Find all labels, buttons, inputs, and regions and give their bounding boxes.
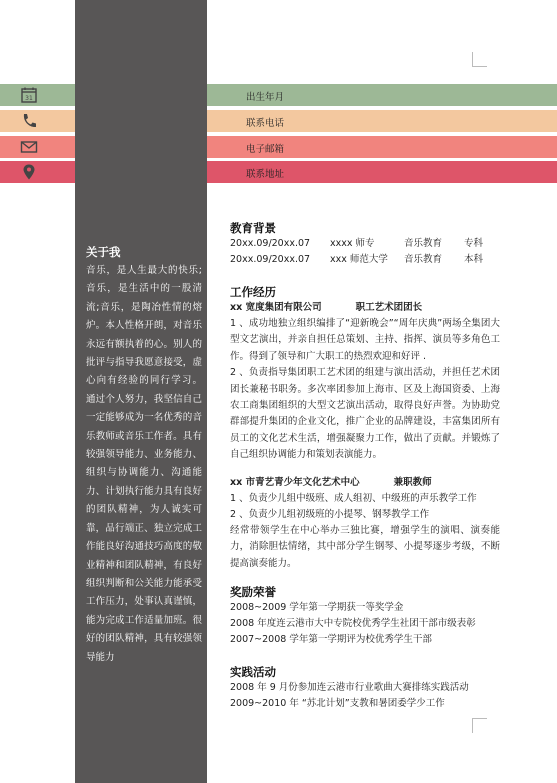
about-me-title: 关于我 bbox=[86, 245, 121, 259]
practice-item: 2009~2010 年 “苏北计划”支教和暑团委学少工作 bbox=[230, 698, 445, 709]
practice-item: 2008 年 9 月份参加连云港市行业歌曲大赛排练实践活动 bbox=[230, 682, 469, 693]
education-period: 20xx.09/20xx.07 bbox=[230, 238, 311, 249]
job-company: xx 市青艺青少年文化艺术中心 bbox=[230, 477, 360, 488]
job-item: 1 、负责少儿组中级班、成人组初、中级班的声乐教学工作 bbox=[230, 493, 477, 504]
job-role: 兼职教师 bbox=[393, 477, 432, 488]
award-item: 2008~2009 学年第一学期获一等奖学金 bbox=[230, 602, 404, 613]
award-item: 2008 年度连云港市大中专院校优秀学生社团干部市级表彰 bbox=[230, 618, 476, 629]
work-section bbox=[230, 284, 500, 464]
practice-section bbox=[230, 664, 500, 712]
job-item: 2 、负责少儿组初级班的小提琴、钢琴教学工作 bbox=[230, 509, 430, 520]
education-degree: 本科 bbox=[464, 254, 484, 265]
birth-date-label: 出生年月 bbox=[246, 92, 285, 103]
corner-mark-bottom bbox=[472, 718, 487, 733]
about-me-text: 音乐，是人生最大的快乐;音乐，是生活中的一股清流;音乐，是陶冶性情的熔炉。本人性格开朗，对音乐永远有额执着的心。别人的批评与指导我愿意接受，虚心向有经验的同行学习。 通过个人努力，我坚信自己一定能够成为一名优秀的音乐教师或音乐工作者。具有较强领导能力、业务能力、组织与协调能力、沟通能力、计划执行能力具有良好的团队精神，为人诚实可靠，品行端正、独立完成工作能良好沟通技巧高度的敬业精神和团队精神，有良好组织判断和公关能力能承受工作压力，处事认真谨慎，能为完成工作适量加班。很好的团队精神，具有较强领导能力 bbox=[86, 265, 202, 663]
email-label: 电子邮箱 bbox=[246, 144, 285, 155]
mail-icon bbox=[20, 139, 38, 155]
education-school: xxxx 师专 bbox=[330, 238, 375, 249]
calendar-icon bbox=[20, 87, 38, 103]
education-title: 教育背景 bbox=[230, 221, 276, 235]
awards-section bbox=[230, 584, 500, 648]
job-company: xx 宽度集团有限公司 bbox=[230, 302, 322, 313]
education-major: 音乐教育 bbox=[404, 238, 443, 249]
corner-mark-top bbox=[472, 52, 487, 67]
education-degree: 专科 bbox=[464, 238, 484, 249]
work-title: 工作经历 bbox=[230, 285, 276, 299]
awards-title: 奖励荣誉 bbox=[230, 585, 276, 599]
job-header bbox=[230, 300, 500, 316]
education-row bbox=[230, 236, 500, 252]
job-item: 1 、成功地独立组织编排了“迎新晚会”“周年庆典”两场全集团大型文艺演出，并亲自担任总策划、主持、指挥、演员等多角色工作。得到了领导和广大职工的热烈欢迎和好评 . bbox=[230, 318, 500, 362]
phone-label: 联系电话 bbox=[246, 118, 285, 129]
job-role: 职工艺术团团长 bbox=[355, 302, 423, 313]
job-item: 经常带领学生在中心举办三独比赛，增强学生的演唱、演奏能力，消除胆怯情绪，其中部分学生钢琴、小提琴逐步考级，不断提高演奏能力。 bbox=[230, 525, 500, 569]
education-row bbox=[230, 252, 500, 268]
award-item: 2007~2008 学年第一学期评为校优秀学生干部 bbox=[230, 634, 432, 645]
location-pin-icon bbox=[20, 164, 38, 180]
education-period: 20xx.09/20xx.07 bbox=[230, 254, 311, 265]
job-header bbox=[230, 475, 500, 491]
job-item: 2 、负责指导集团职工艺术团的组建与演出活动，并担任艺术团团长兼秘书职务。多次率团参加上海市、区及上海国资委、上海农工商集团组织的大型文艺演出活动，取得良好声誉。为协助党群部提升集团的企业文化，推广企业的品牌建设，丰富集团所有员工的文化艺术生活，增强凝聚力工作，做出了贡献。并锻炼了自己组织协调能力和策划表演能力。 bbox=[230, 367, 500, 461]
svg-text:31: 31 bbox=[25, 95, 33, 102]
phone-icon bbox=[20, 113, 38, 129]
about-me-section bbox=[86, 244, 202, 720]
practice-title: 实践活动 bbox=[230, 665, 276, 679]
education-school: xxx 师范大学 bbox=[330, 254, 388, 265]
address-label: 联系地址 bbox=[246, 169, 285, 180]
work-job-2 bbox=[230, 475, 500, 572]
education-major: 音乐教育 bbox=[404, 254, 443, 265]
education-section bbox=[230, 220, 500, 268]
